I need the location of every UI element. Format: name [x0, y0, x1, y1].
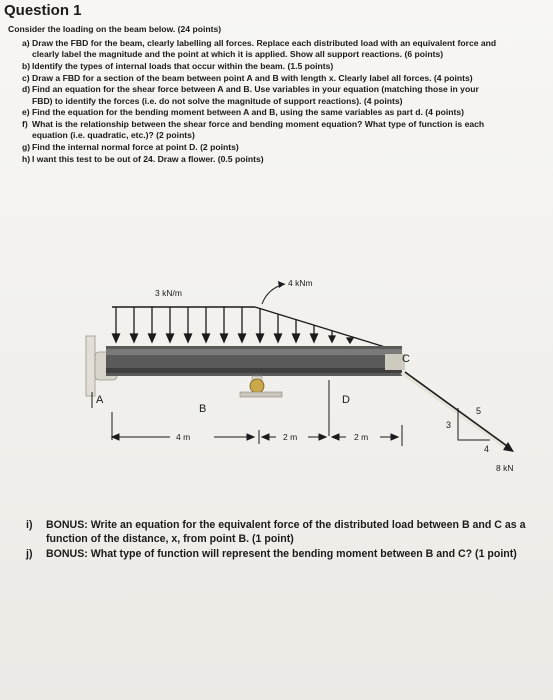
point-c-label: C: [402, 353, 410, 365]
roller-b: [250, 379, 264, 393]
force-label: 8 kN: [496, 463, 514, 473]
item-label: e): [22, 107, 30, 118]
item-label: b): [22, 60, 31, 71]
dim-ab: 4 m: [176, 432, 191, 442]
question-intro: Consider the loading on the beam below. (24 points): [8, 24, 222, 34]
item-text: Identify the types of internal loads that occur within the beam. (1.5 points): [32, 60, 334, 71]
item-text: Find the internal normal force at point D. (2 points): [32, 141, 239, 152]
item-label: h): [22, 153, 31, 164]
question-title: Question 1: [4, 2, 82, 19]
load-arrows: [113, 307, 354, 343]
point-b-label: B: [199, 403, 207, 415]
item-text: Draw a FBD for a section of the beam between point A and B with length x. Clearly label all forces. (4 points): [32, 72, 473, 83]
item-label: f): [22, 118, 28, 129]
item-text: Find the equation for the bending moment between A and B, using the same variables as part d. (4 points): [32, 107, 464, 118]
item-i: [20, 519, 530, 547]
item-label: j): [26, 547, 33, 560]
item-label: i): [26, 519, 33, 531]
item-label: a): [22, 38, 30, 48]
item-label: g): [22, 141, 31, 152]
item-j: [20, 548, 530, 562]
moment-arc: [262, 284, 285, 304]
moment-arrowhead: [278, 281, 285, 288]
item-label: c): [22, 72, 30, 83]
item-text: BONUS: Write an equation for the equivalent force of the distributed load between B and C as a function of the distance, x, from point B. (1 point): [46, 519, 526, 545]
item-text: What is the relationship between the shear force and bending moment equation? What type of function is each equation (i.e. quadratic, etc.)? (2 points): [32, 118, 485, 141]
dim-dc: 2 m: [354, 432, 369, 442]
slope-rise: 3: [446, 420, 452, 430]
point-a-label: A: [96, 394, 104, 406]
item-text: BONUS: What type of function will represent the bending moment between B and C? (1 point): [46, 547, 517, 560]
item-text: Find an equation for the shear force between A and B. Use variables in your equation (matching those in your FBD) to identify the forces (i.e. do not solve the magnitude of support reactions). (4 points): [32, 84, 479, 106]
item-text: I want this test to be out of 24. Draw a flower. (0.5 points): [32, 153, 264, 164]
triangular-load-line: [255, 307, 385, 347]
item-text: Draw the FBD for the beam, clearly labelling all forces. Replace each distributed load with an equivalent force and clearly label the magnitude and the point at which it is applied. Show all support reactions. (6 points): [32, 38, 497, 60]
distributed-load-label: 3 kN/m: [155, 288, 182, 298]
slope-run: 4: [484, 444, 490, 454]
moment-label: 4 kNm: [288, 278, 313, 288]
force-line: [405, 372, 507, 446]
wall: [86, 336, 95, 396]
dim-bd: 2 m: [283, 432, 298, 442]
point-d-label: D: [342, 394, 350, 406]
item-label: d): [22, 84, 31, 95]
slope-hyp: 5: [476, 406, 482, 416]
bonus-items: [20, 519, 530, 562]
support-b: [240, 392, 282, 397]
